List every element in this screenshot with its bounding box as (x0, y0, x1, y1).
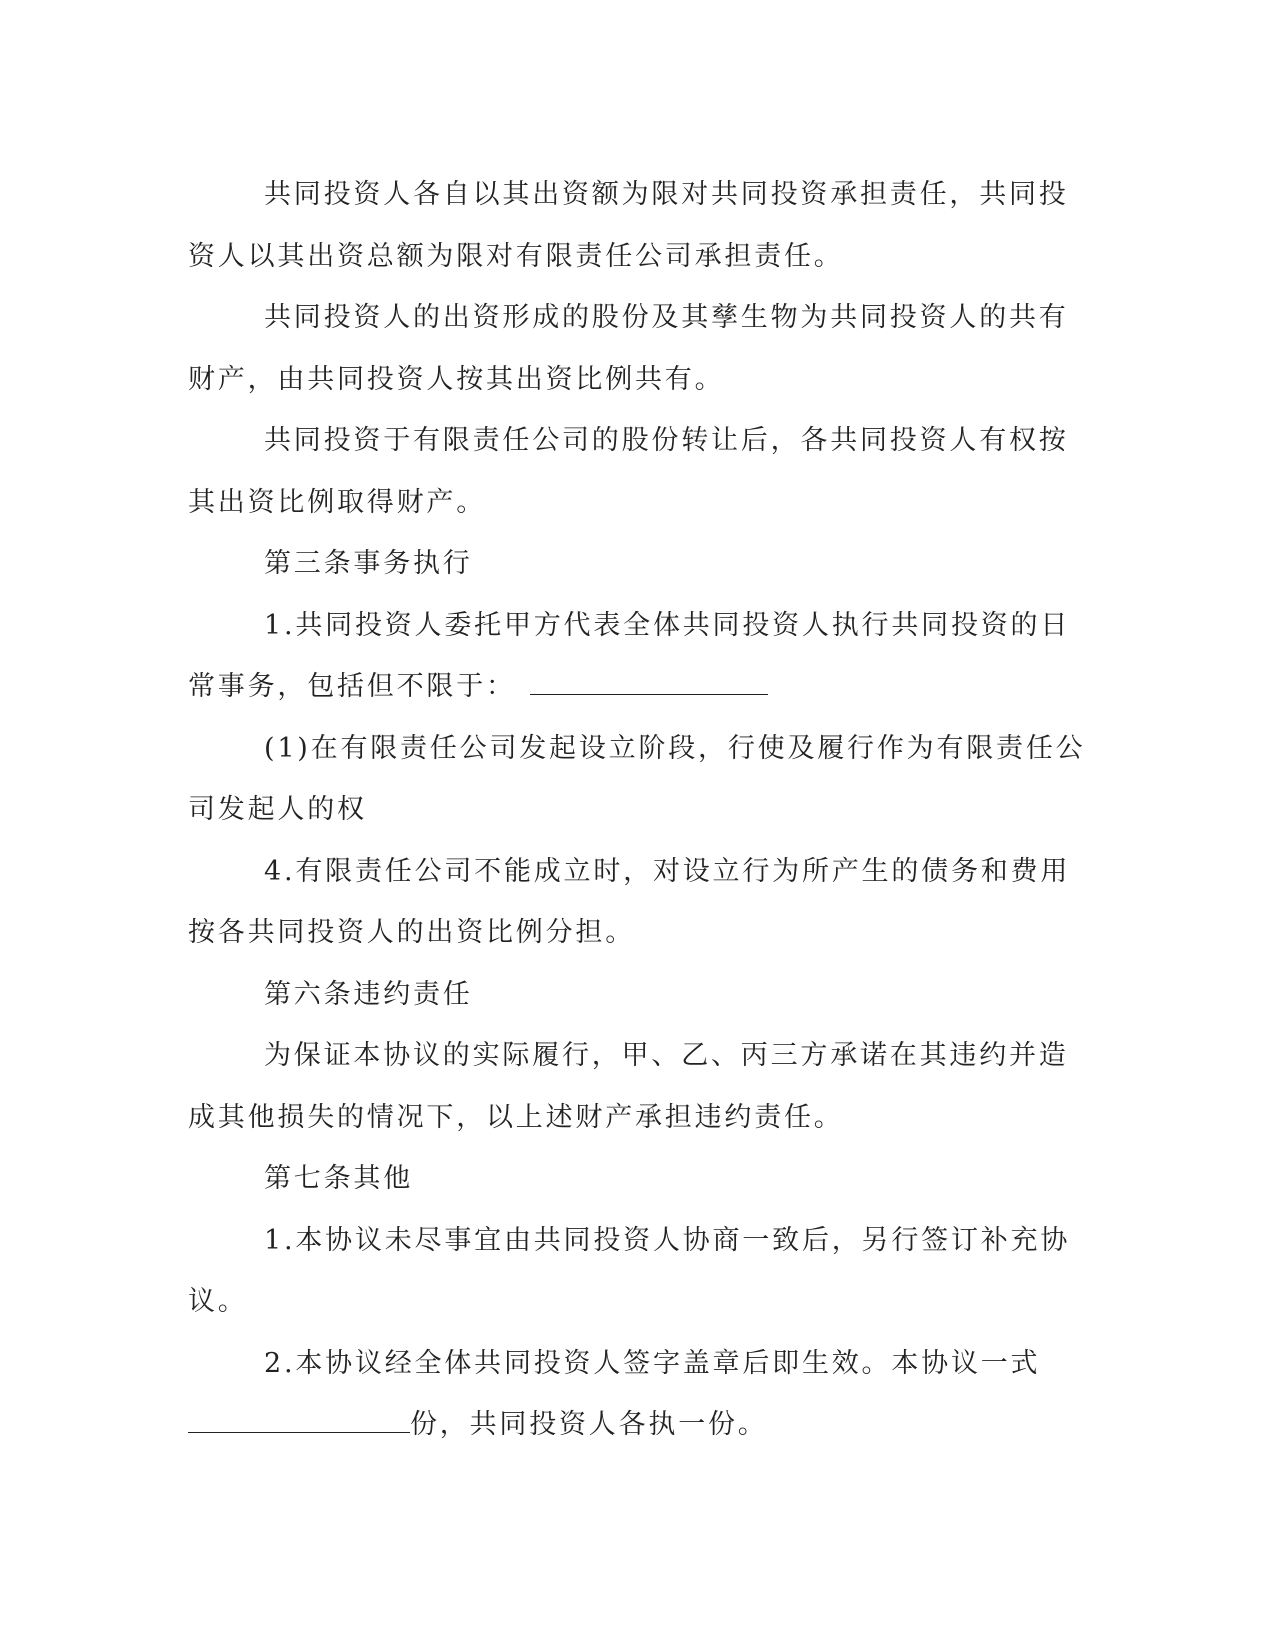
heading-article-7: 第七条其他 (264, 1163, 413, 1194)
heading-article-6: 第六条违约责任 (264, 978, 473, 1010)
paragraph-entrust-text: 1.共同投资人委托甲方代表全体共同投资人执行共同投资的日常事务，包括但不限于： (188, 609, 1071, 702)
paragraph-entrust (188, 595, 1088, 718)
paragraph-breach: 为保证本协议的实际履行，甲、乙、丙三方承诺在其违约并造成其他损失的情况下，以上述财产承担违约责任。 (188, 1040, 1069, 1133)
fill-in-blank-line (530, 672, 768, 695)
paragraph-copies-text: 份，共同投资人各执一份。 (410, 1409, 768, 1440)
paragraph-liability: 共同投资人各自以其出资额为限对共同投资承担责任，共同投资人以其出资总额为限对有限责任公司承担责任。 (188, 179, 1069, 272)
paragraph-supplement: 1.本协议未尽事宜由共同投资人协商一致后，另行签订补充协议。 (188, 1224, 1071, 1317)
paragraph-item-1: (1)在有限责任公司发起设立阶段，行使及履行作为有限责任公司发起人的权 (188, 732, 1086, 825)
paragraph-effective: 2.本协议经全体共同投资人签字盖章后即生效。本协议一式 (264, 1347, 1041, 1379)
paragraph-shared-property: 共同投资人的出资形成的股份及其孳生物为共同投资人的共有财产，由共同投资人按其出资比例共有。 (188, 302, 1069, 395)
paragraph-item-4: 4.有限责任公司不能成立时，对设立行为所产生的债务和费用按各共同投资人的出资比例分担。 (188, 855, 1071, 948)
heading-article-3: 第三条事务执行 (264, 548, 473, 579)
document-body (188, 164, 1088, 1456)
fill-in-blank-line (188, 1410, 410, 1433)
paragraph-copies (188, 1394, 1088, 1456)
paragraph-share-transfer: 共同投资于有限责任公司的股份转让后，各共同投资人有权按其出资比例取得财产。 (188, 425, 1069, 518)
